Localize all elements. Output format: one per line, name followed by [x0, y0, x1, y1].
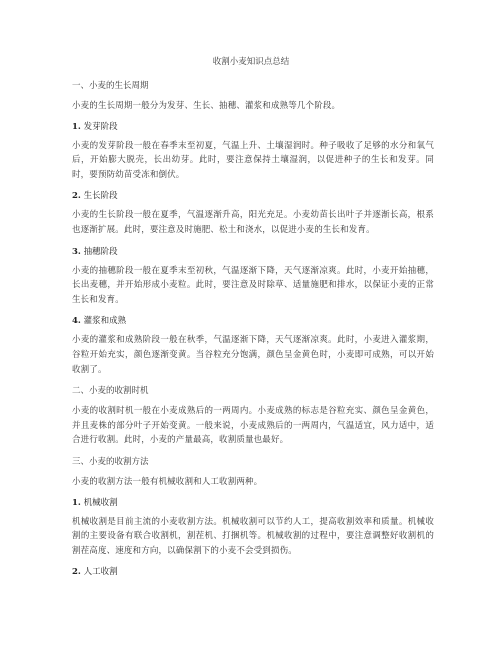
section-intro: 小麦的生长周期一般分为发芽、生长、抽穗、灌浆和成熟等几个阶段。	[72, 101, 341, 111]
subsection-heading	[72, 315, 434, 327]
document-title: 收割小麦知识点总结	[212, 57, 290, 67]
document-body	[72, 80, 434, 584]
subsection-title: 机械收割	[83, 497, 118, 508]
subsection-title: 人工收割	[83, 567, 118, 578]
subsection-title: 灌浆和成熟	[83, 316, 127, 327]
subsection-title: 抽穗阶段	[83, 246, 118, 257]
paragraph: 小麦的灌浆和成熟阶段一般在秋季，气温逐渐下降，天气逐渐凉爽。此时，小麦进入灌浆期，谷粒开始充实，颜色逐渐变黄。当谷粒充分饱满，颜色呈金黄色时，小麦即可成熟，可以开始收割了。	[72, 335, 434, 375]
paragraph: 小麦的抽穗阶段一般在夏季末至初秋，气温逐渐下降，天气逐渐凉爽。此时，小麦开始抽穗，长出麦穗，并开始形成小麦粒。此时，要注意及时除草、适量施肥和排水，以保证小麦的正常生长和发育。	[72, 265, 434, 305]
paragraph: 小麦的生长阶段一般在夏季，气温逐渐升高，阳光充足。小麦幼苗长出叶子并逐渐长高，根系也逐渐扩展。此时，要注意及时施肥、松土和浇水，以促进小麦的生长和发育。	[72, 210, 434, 235]
subsection-number: 2.	[72, 191, 81, 202]
section-intro: 小麦的收割方法一般有机械收割和人工收割两种。	[72, 476, 263, 487]
subsection-title: 发芽阶段	[83, 121, 118, 132]
subsection-number: 1.	[72, 497, 81, 508]
paragraph: 小麦的发芽阶段一般在春季末至初夏，气温上升、土壤湿润时。种子吸收了足够的水分和氧气后，开始膨大脱壳，长出幼芽。此时，要注意保持土壤湿润，以促进种子的生长和发芽。同时，要预防幼苗受冻和倒伏。	[72, 140, 434, 180]
subsection-heading	[72, 190, 434, 202]
subsection-number: 4.	[72, 316, 81, 327]
subsection-title: 生长阶段	[83, 191, 118, 202]
subsection-number: 1.	[72, 121, 81, 132]
subsection-heading	[72, 121, 434, 133]
subsection-number: 2.	[72, 567, 81, 578]
subsection-heading	[72, 497, 434, 509]
paragraph: 机械收割是目前主流的小麦收割方法。机械收割可以节约人工，提高收割效率和质量。机械收割的主要设备有联合收割机，割茬机、打捆机等。机械收割的过程中，要注意调整好收割机的割茬高度、速度和方向，以确保割下的小麦不会受到损伤。	[72, 516, 434, 556]
section-heading: 二、小麦的收割时机	[72, 386, 149, 397]
section-intro: 小麦的收割时机一般在小麦成熟后的一两周内。小麦成熟的标志是谷粒充实、颜色呈金黄色，并且麦株的部分叶子开始变黄。一般来说，小麦成熟后的一两周内，气温适宜，风力适中，适合进行收割。此时，小麦的产量最高，收割质量也最好。	[72, 406, 434, 446]
section-heading: 三、小麦的收割方法	[72, 456, 149, 467]
subsection-heading	[72, 566, 434, 578]
subsection-number: 3.	[72, 246, 81, 257]
subsection-heading	[72, 246, 434, 258]
section-heading: 一、小麦的生长周期	[72, 81, 149, 91]
